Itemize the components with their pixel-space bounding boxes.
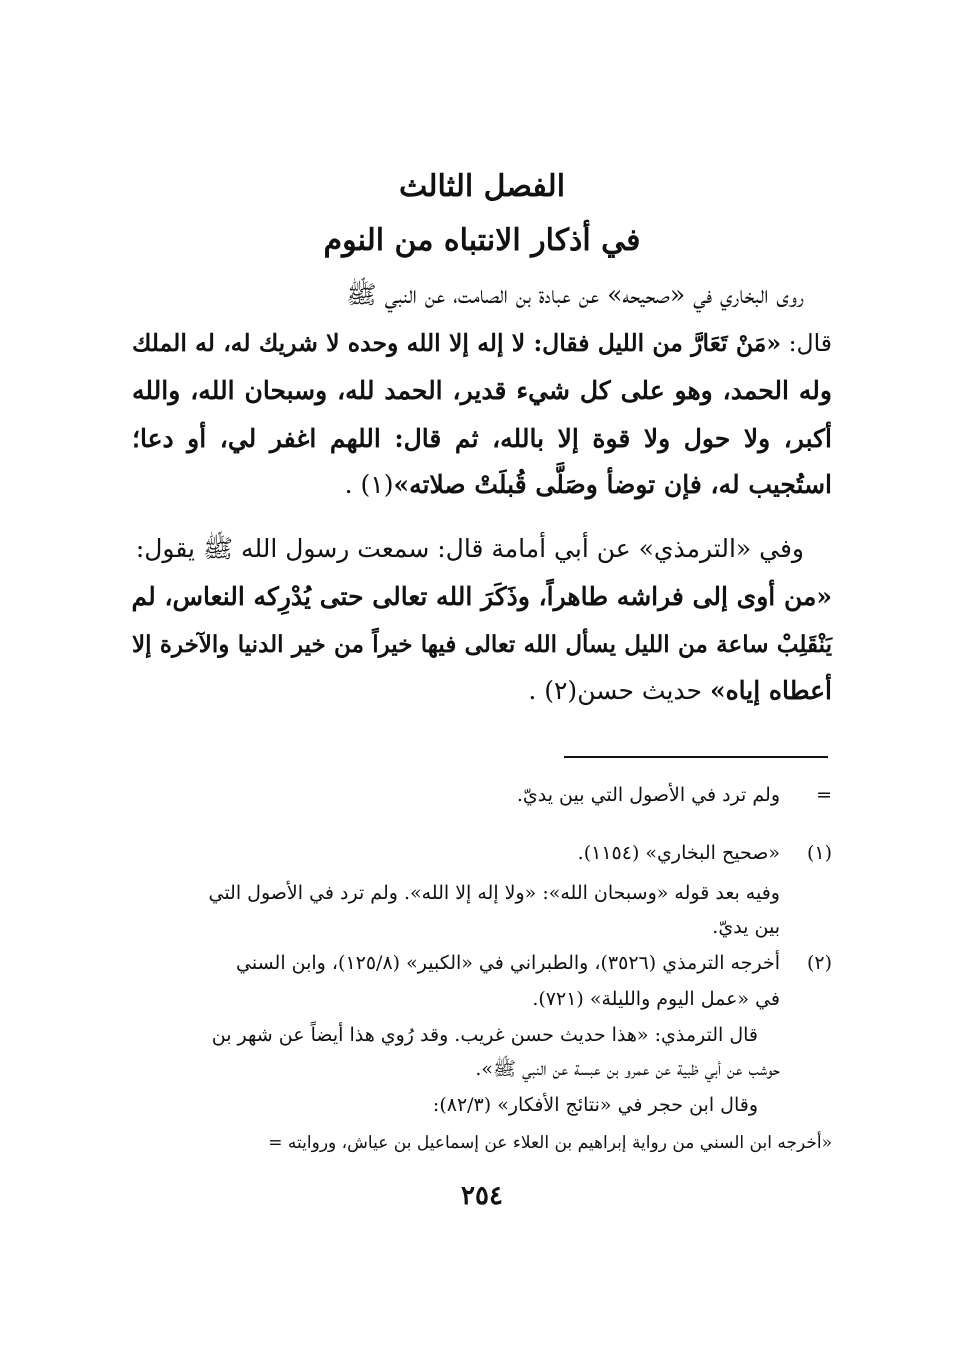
paragraph1-line3: وله الحمد، وهو على كل شيء قدير، الحمد لله، وسبحان الله، والله	[132, 376, 832, 405]
paragraph1-line1	[132, 272, 804, 318]
footnote-ref-2: (٢) .	[528, 676, 578, 705]
footnote-2-line1: أخرجه الترمذي (٣٥٢٦)، والطبراني في «الكبير» (١٢٥/٨)، وابن السني	[236, 952, 780, 974]
paragraph2-line1	[132, 526, 804, 572]
footnote-1-number: (١)	[806, 842, 832, 864]
paragraph1-line1-text: روى البخاري في «صحيحه» عن عبادة بن الصامت، عن النبي ﷺ	[346, 280, 804, 309]
footnote-1-line2: وفيه بعد قوله «وسبحان الله»: «ولا إله إلا الله». ولم ترد في الأصول التي	[208, 882, 780, 904]
paragraph2-line3: يَنْقَلِبْ ساعة من الليل يسأل الله تعالى فيها خيراً من خير الدنيا والآخرة إلا	[132, 631, 832, 658]
footnote-separator	[564, 756, 828, 758]
paragraph2-line4	[132, 668, 832, 714]
chapter-title	[0, 160, 964, 268]
chapter-subheading: في أذكار الانتباه من النوم	[323, 223, 641, 258]
footnote-1-line3: بين يديّ.	[712, 916, 780, 938]
footnote-ref-1: (١) .	[344, 470, 394, 499]
footnote-2-line3: قال الترمذي: «هذا حديث حسن غريب. وقد رُوي هذا أيضاً عن شهر بن	[211, 1024, 758, 1046]
footnote-2-number: (٢)	[806, 952, 832, 974]
paragraph1-line5-text: استُجيب له، فإن توضأ وصَلَّى قُبلَتْ صلاته»	[393, 470, 832, 499]
footnote-continuation: ولم ترد في الأصول التي بين يديّ.	[516, 784, 780, 806]
paragraph2-line1-text: وفي «الترمذي» عن أبي أمامة قال: سمعت رسول الله ﷺ يقول:	[135, 534, 804, 563]
paragraph1-line2	[132, 320, 832, 366]
footnote-2-line5: وقال ابن حجر في «نتائج الأفكار» (٨٢/٣):	[432, 1094, 758, 1116]
page-number: ٢٥٤	[461, 1181, 503, 1211]
footnote-1-line1: «صحيح البخاري» (١١٥٤).	[577, 842, 780, 864]
paragraph2-line2: «من أوى إلى فراشه طاهراً، وذَكَرَ الله تعالى حتى يُدْرِكه النعاس، لم	[131, 582, 832, 611]
chapter-heading: الفصل الثالث	[398, 169, 566, 204]
paragraph1-line2-quote: «مَنْ تَعَارَّ من الليل فقال: لا إله إلا الله وحده لا شريك له، له الملك	[132, 329, 782, 357]
paragraph2-line4-quote: أعطاه إياه»	[709, 676, 832, 705]
footnote-2-line6: «أخرجه ابن السني من رواية إبراهيم بن العلاء عن إسماعيل بن عياش، وروايته =	[268, 1133, 832, 1153]
footnote-2-line4: حوشب عن أبي ظبية عن عمرو بن عبسة عن النبي ﷺ».	[475, 1058, 780, 1080]
footnote-continuation-marker: =	[816, 784, 832, 806]
paragraph1-line2-intro: قال:	[781, 329, 832, 357]
paragraph1-line4: أكبر، ولا حول ولا قوة إلا بالله، ثم قال: اللهم اغفر لي، أو دعا؛	[132, 424, 832, 453]
paragraph2-line4-rest: حديث حسن	[577, 676, 710, 705]
footnote-2-line2: في «عمل اليوم والليلة» (٧٢١).	[532, 988, 780, 1010]
paragraph1-line5	[132, 462, 832, 508]
